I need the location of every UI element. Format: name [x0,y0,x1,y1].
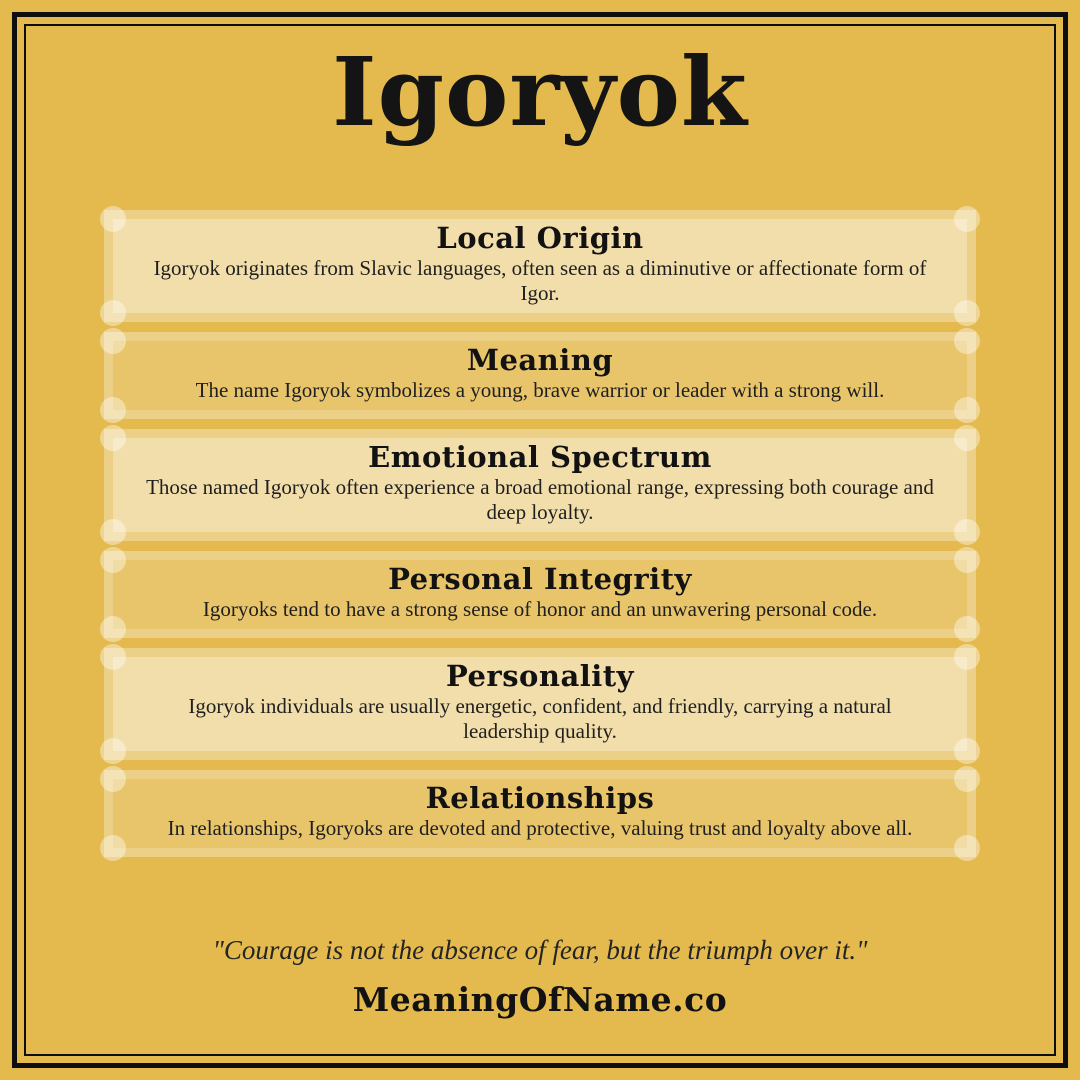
corner-dot-icon [954,328,980,354]
card-title: Personal Integrity [388,562,692,596]
corner-dot-icon [100,397,126,423]
info-card-emotional-spectrum [104,429,976,541]
corner-dot-icon [954,206,980,232]
card-title: Relationships [425,781,655,815]
card-title: Personality [445,659,635,693]
card-description: Igoryok individuals are usually energetic, confident, and friendly, carrying a natural leadership quality. [188,694,892,743]
info-card-meaning [104,332,976,419]
card-title: Local Origin [436,221,644,255]
card-description: In relationships, Igoryoks are devoted and protective, valuing trust and loyalty above all. [167,816,913,840]
corner-dot-icon [100,644,126,670]
corner-dot-icon [100,300,126,326]
corner-dot-icon [100,519,126,545]
info-card-relationships [104,770,976,857]
card-title: Meaning [466,343,614,377]
card-content [113,219,967,313]
info-card-list [104,210,976,867]
corner-dot-icon [100,616,126,642]
info-card-local-origin [104,210,976,322]
corner-dot-icon [100,738,126,764]
corner-dot-icon [100,328,126,354]
card-description: Igoryok originates from Slavic languages, often seen as a diminutive or affectionate form of Igor. [153,256,927,305]
card-content [113,560,967,629]
corner-dot-icon [100,547,126,573]
corner-dot-icon [100,425,126,451]
info-card-personality [104,648,976,760]
card-content [113,438,967,532]
corner-dot-icon [100,766,126,792]
card-content [113,657,967,751]
page-title: Igoryok [332,37,748,148]
corner-dot-icon [100,835,126,861]
corner-dot-icon [100,206,126,232]
card-title: Emotional Spectrum [368,440,712,474]
card-content [113,341,967,410]
corner-dot-icon [954,738,980,764]
corner-dot-icon [954,519,980,545]
corner-dot-icon [954,616,980,642]
site-name: MeaningOfName.co [352,980,728,1019]
card-description: The name Igoryok symbolizes a young, brave warrior or leader with a strong will. [195,378,885,402]
corner-dot-icon [954,547,980,573]
info-card-personal-integrity [104,551,976,638]
corner-dot-icon [954,300,980,326]
card-content [113,779,967,848]
corner-dot-icon [954,644,980,670]
card-description: Igoryoks tend to have a strong sense of honor and an unwavering personal code. [202,597,878,621]
corner-dot-icon [954,766,980,792]
corner-dot-icon [954,425,980,451]
corner-dot-icon [954,397,980,423]
card-description: Those named Igoryok often experience a broad emotional range, expressing both courage and deep loyalty. [146,475,934,524]
quote-text: "Courage is not the absence of fear, but the triumph over it." [212,935,868,965]
corner-dot-icon [954,835,980,861]
